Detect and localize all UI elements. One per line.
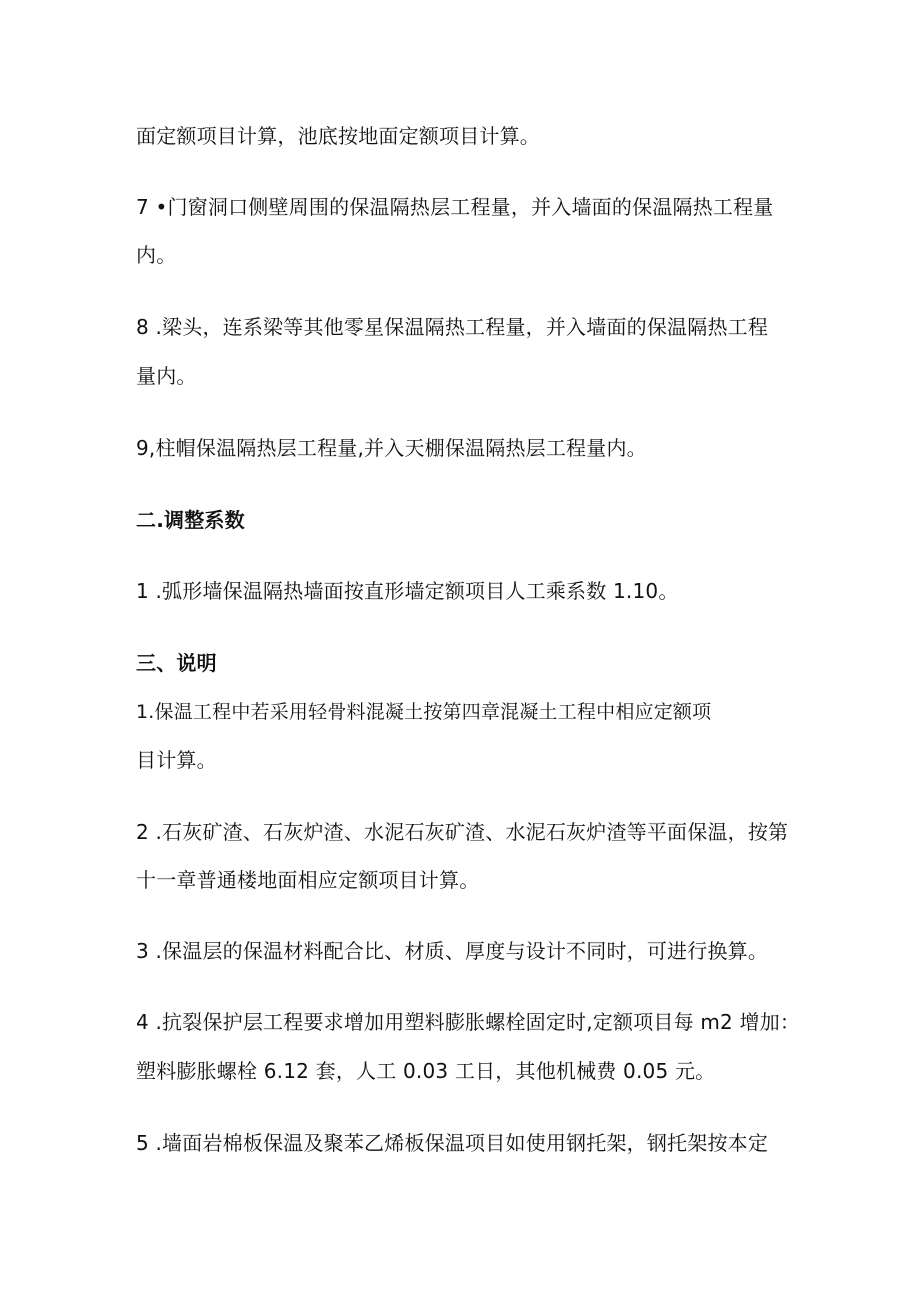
item-8-line-1: 8 .梁头，连系梁等其他零星保温隔热工程量，并入墙面的保温隔热工程 xyxy=(136,315,769,339)
item-7-line-2: 内。 xyxy=(136,243,177,267)
adjustment-item-1: 1 .弧形墙保温隔热墙面按直形墙定额项目人工乘系数 1.10。 xyxy=(136,579,679,603)
note-4-line-2: 塑料膨胀螺栓 6.12 套，人工 0.03 工日，其他机械费 0.05 元。 xyxy=(136,1059,716,1083)
note-4-line-1: 4 .抗裂保护层工程要求增加用塑料膨胀螺栓固定时,定额项目每 m2 增加： xyxy=(136,1010,801,1034)
note-1-line-2: 目计算。 xyxy=(136,748,217,772)
text-line-1: 面定额项目计算，池底按地面定额项目计算。 xyxy=(136,124,540,148)
note-2-line-1: 2 .石灰矿渣、石灰炉渣、水泥石灰矿渣、水泥石灰炉渣等平面保温，按第 xyxy=(136,820,789,844)
note-5-line-1: 5 .墙面岩棉板保温及聚苯乙烯板保温项目如使用钢托架，钢托架按本定 xyxy=(136,1131,769,1155)
item-8-line-2: 量内。 xyxy=(136,364,197,388)
section-heading-adjustment-factors: 二.调整系数 xyxy=(136,508,245,532)
note-2-line-2: 十一章普通楼地面相应定额项目计算。 xyxy=(136,868,480,892)
item-9-line: 9,柱帽保温隔热层工程量,并入天棚保温隔热层工程量内。 xyxy=(136,436,647,460)
note-3-line: 3 .保温层的保温材料配合比、材质、厚度与设计不同时，可进行换算。 xyxy=(136,939,769,963)
section-heading-notes: 三、说明 xyxy=(136,651,217,675)
item-7-line-1: 7 •门窗洞口侧壁周围的保温隔热层工程量，并入墙面的保温隔热工程量 xyxy=(136,195,774,219)
note-1-line-1: 1.保温工程中若采用轻骨料混凝土按第四章混凝土工程中相应定额项 xyxy=(136,701,712,723)
